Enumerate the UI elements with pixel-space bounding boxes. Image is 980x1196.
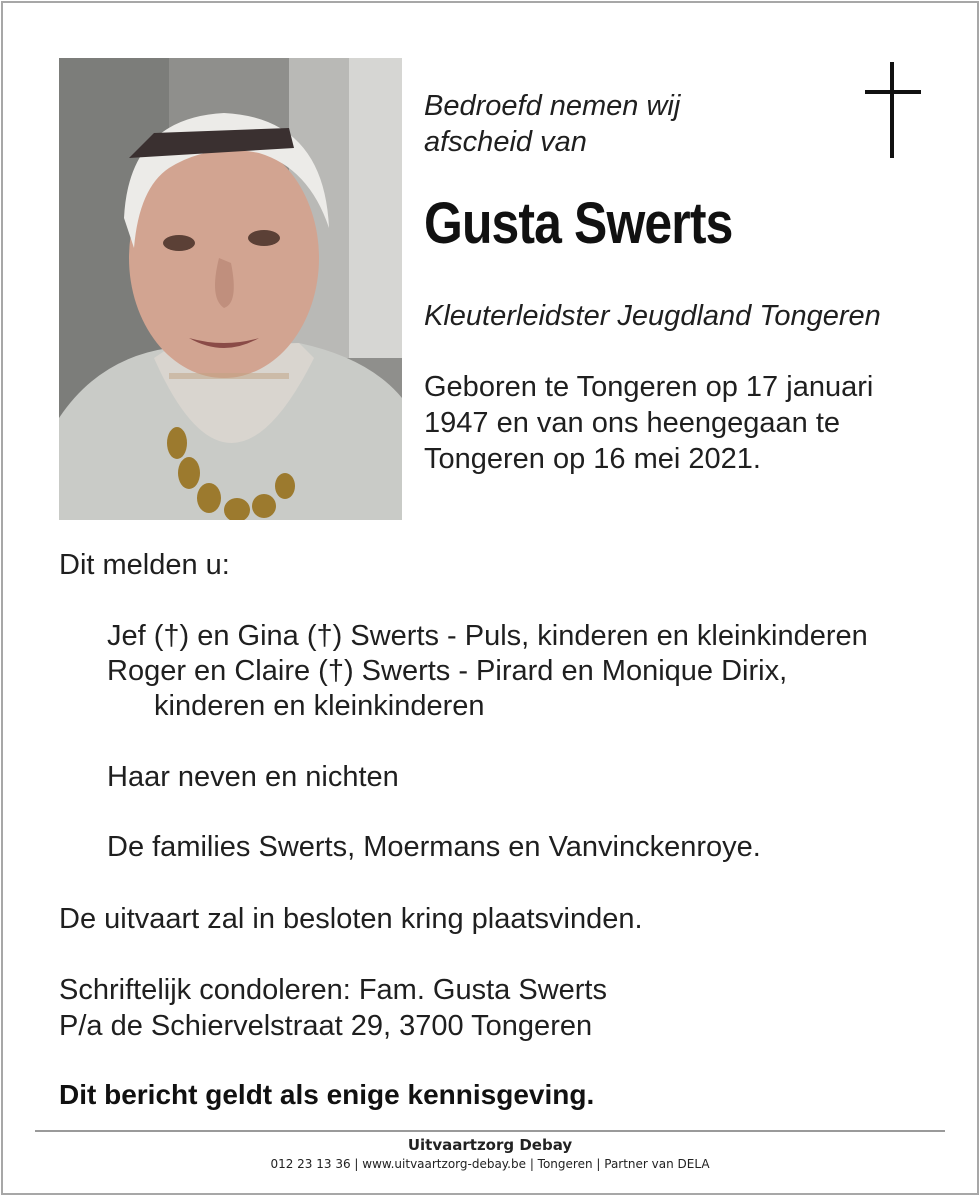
deceased-role: Kleuterleidster Jeugdland Tongeren [424,300,881,332]
intro-line-1: Bedroefd nemen wij [424,90,681,122]
deceased-bio [424,369,873,477]
intro-line-2: afscheid van [424,126,587,158]
bio-line-3: Tongeren op 16 mei 2021. [424,443,761,475]
footer-company: Uitvaartzorg Debay [407,1136,573,1154]
family-line-1: Jef (†) en Gina (†) Swerts - Puls, kinderen en kleinkinderen [107,620,868,652]
footer-divider [35,1130,945,1132]
deceased-name: Gusta Swerts [424,191,733,256]
portrait-photo [59,58,402,520]
footer-info: 012 23 13 36 | www.uitvaartzorg-debay.be | Tongeren | Partner van DELA [270,1157,710,1171]
family-line-2: Roger en Claire (†) Swerts - Pirard en Monique Dirix, [107,655,788,687]
condolence-line-1: Schriftelijk condoleren: Fam. Gusta Swerts [59,974,607,1006]
funeral-note: De uitvaart zal in besloten kring plaatsvinden. [59,903,643,935]
announcement-lead: Dit melden u: [59,549,230,581]
family-line-5: De families Swerts, Moermans en Vanvinckenroye. [107,831,761,863]
family-line-4: Haar neven en nichten [107,761,399,793]
final-notice: Dit bericht geldt als enige kennisgeving. [59,1079,595,1110]
bio-line-2: 1947 en van ons heengegaan te [424,407,841,439]
condolence-line-2: P/a de Schiervelstraat 29, 3700 Tongeren [59,1010,593,1042]
cross-icon [865,62,921,158]
intro-text [424,88,680,160]
family-line-3: kinderen en kleinkinderen [154,690,485,722]
bio-line-1: Geboren te Tongeren op 17 januari [424,371,874,403]
